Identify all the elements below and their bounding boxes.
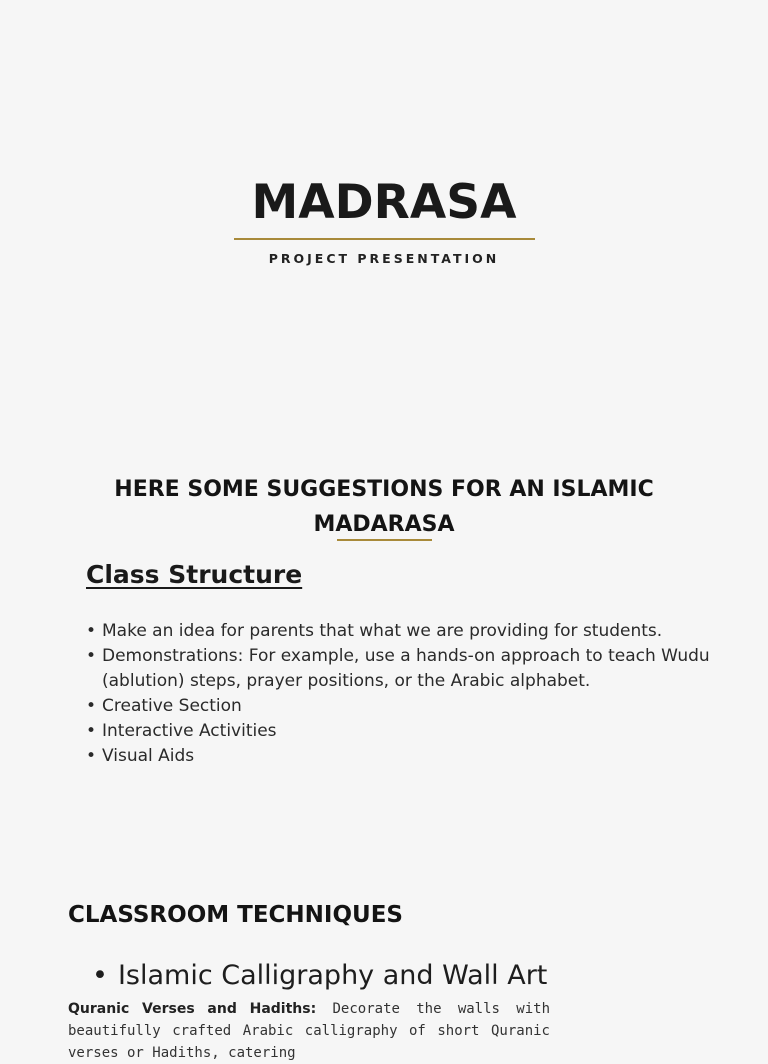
classroom-techniques-heading: CLASSROOM TECHNIQUES — [68, 902, 403, 928]
page-title: MADRASA — [251, 175, 517, 230]
bullet-icon: • — [86, 721, 97, 741]
paragraph-text: Decorate the walls with beautifully crafted Arabic calligraphy of short Quranic verses or Hadiths, catering — [68, 1001, 550, 1061]
paragraph-label: Quranic Verses and Hadiths: — [68, 1001, 317, 1017]
list-item-text: Visual Aids — [102, 746, 195, 766]
calligraphy-item-text: Islamic Calligraphy and Wall Art — [117, 960, 548, 991]
quranic-verses-paragraph — [68, 998, 550, 1064]
bullet-icon: • — [86, 746, 97, 766]
list-item — [86, 644, 736, 694]
bullet-icon: • — [86, 696, 97, 716]
bullet-icon: • — [86, 621, 97, 641]
list-item — [86, 719, 736, 744]
list-item-text: Interactive Activities — [102, 721, 277, 741]
title-divider — [234, 238, 535, 240]
list-item — [86, 744, 736, 769]
bullet-icon: • — [86, 646, 97, 666]
section-heading: HERE SOME SUGGESTIONS FOR AN ISLAMIC MADARASA — [114, 477, 654, 537]
page-subtitle: PROJECT PRESENTATION — [268, 251, 500, 266]
list-item — [86, 619, 736, 644]
heading-divider — [337, 539, 432, 541]
list-item — [86, 694, 736, 719]
list-item-text: Creative Section — [102, 696, 242, 716]
title-block — [0, 170, 768, 236]
bullet-icon: • — [92, 960, 108, 991]
list-item-text: Demonstrations: For example, use a hands-on approach to teach Wudu (ablution) steps, prayer positions, or the Arabic alphabet. — [102, 646, 710, 691]
list-item-text: Make an idea for parents that what we are providing for students. — [102, 621, 663, 641]
class-structure-list — [86, 619, 736, 769]
class-structure-heading: Class Structure — [86, 560, 303, 589]
calligraphy-item — [92, 960, 547, 991]
